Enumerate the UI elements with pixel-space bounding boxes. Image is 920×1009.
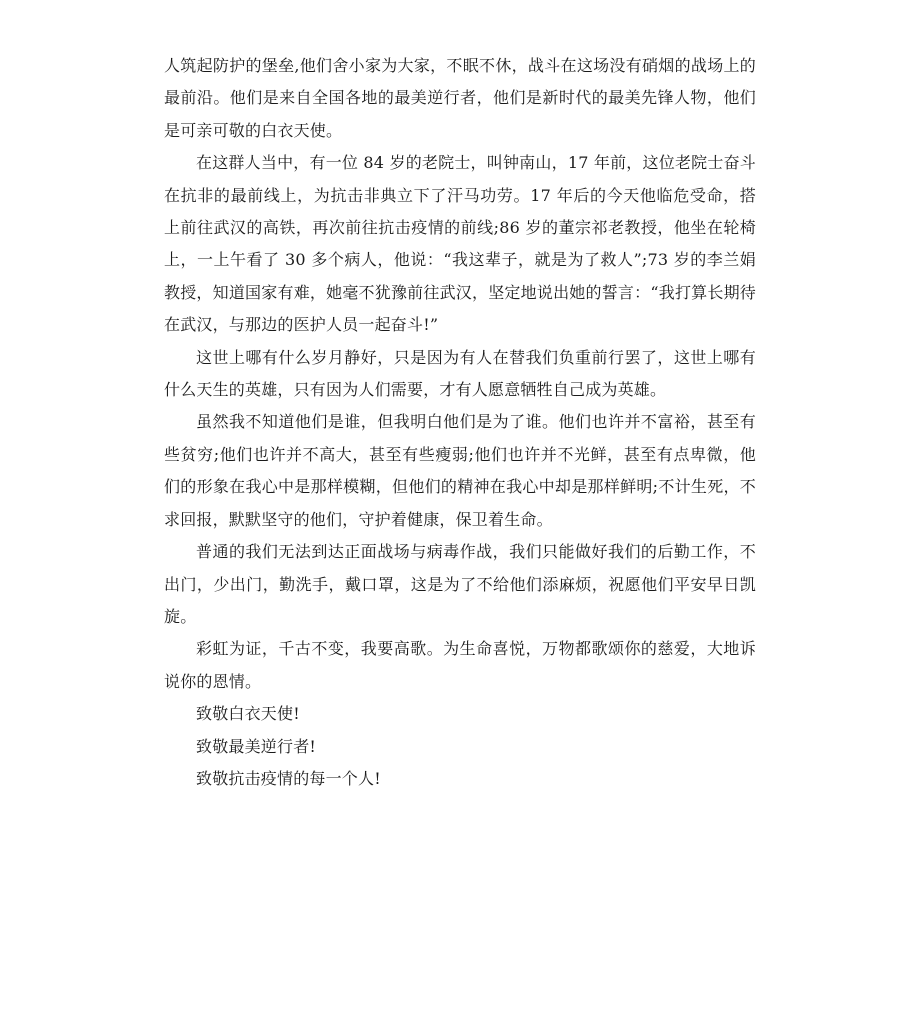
salute-line-3: 致敬抗击疫情的每一个人! [196,768,381,788]
paragraph-5: 普通的我们无法到达正面战场与病毒作战，我们只能做好我们的后勤工作，不出门，少出门，勤洗手，戴口罩，这是为了不给他们添麻烦，祝愿他们平安早日凯旋。 [164,542,756,626]
paragraph-1: 人筑起防护的堡垒,他们舍小家为大家，不眠不休，战斗在这场没有硝烟的战场上的最前沿。他们是来自全国各地的最美逆行者，他们是新时代的最美先锋人物，他们是可亲可敬的白衣天使。 [164,56,756,140]
paragraph-2: 在这群人当中，有一位 84 岁的老院士，叫钟南山，17 年前，这位老院士奋斗在抗非的最前线上，为抗击非典立下了汗马功劳。17 年后的今天他临危受命，搭上前往武汉的高铁，再次前往抗击疫情的前线;86 岁的董宗祁老教授，他坐在轮椅上，一上午看了 30 多个病人，他说：“我这辈子，就是为了救人”;73 岁的李兰娟教授，知道国家有难，她毫不犹豫前往武汉，坚定地说出她的誓言：“我打算长期待在武汉，与那边的医护人员一起奋斗!” [164,153,756,335]
paragraph-6: 彩虹为证，千古不变，我要高歌。为生命喜悦，万物都歌颂你的慈爱，大地诉说你的恩情。 [164,639,756,691]
salute-line-2: 致敬最美逆行者! [196,736,317,756]
salute-line-1: 致敬白衣天使! [196,704,300,724]
document-body [164,50,756,795]
paragraph-4: 虽然我不知道他们是谁，但我明白他们是为了谁。他们也许并不富裕，甚至有些贫穷;他们也许并不高大，甚至有些瘦弱;他们也许并不光鲜，甚至有点卑微，他们的形象在我心中是那样模糊，但他们的精神在我心中却是那样鲜明;不计生死，不求回报，默默坚守的他们，守护着健康，保卫着生命。 [164,412,756,529]
paragraph-3: 这世上哪有什么岁月静好，只是因为有人在替我们负重前行罢了，这世上哪有什么天生的英雄，只有因为人们需要，才有人愿意牺牲自己成为英雄。 [164,347,756,400]
